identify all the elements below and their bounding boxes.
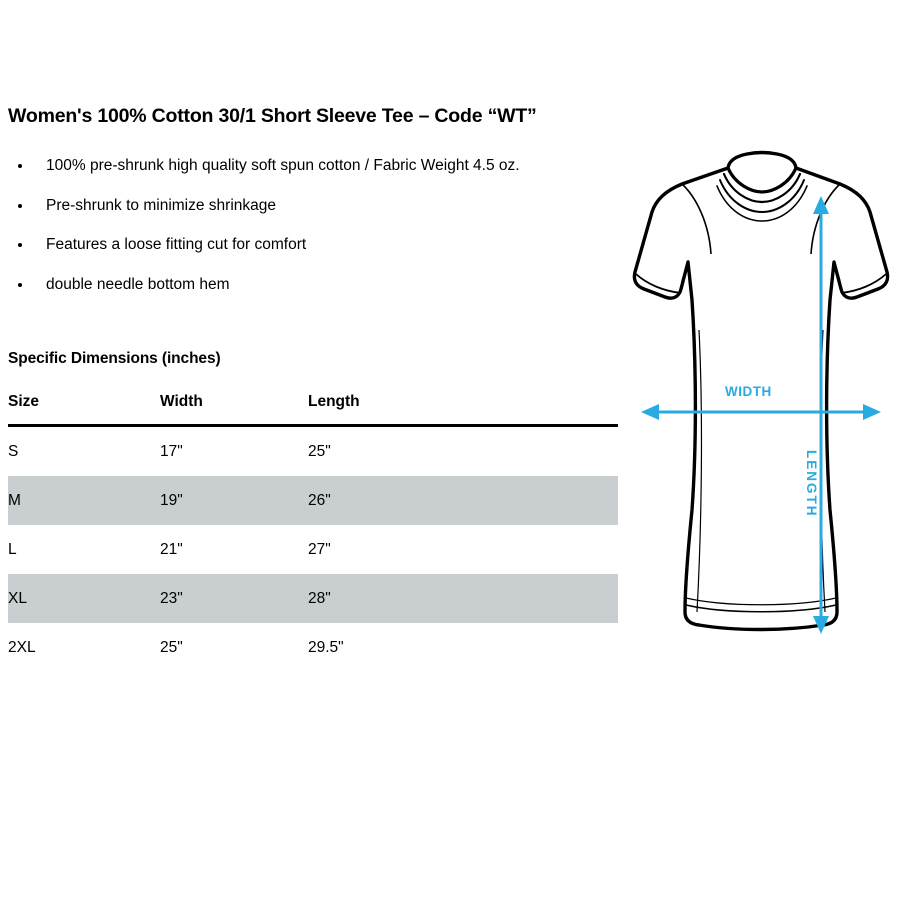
table-row bbox=[8, 623, 618, 672]
page-title: Women's 100% Cotton 30/1 Short Sleeve Tee – Code “WT” bbox=[8, 105, 537, 127]
cell-width: 23" bbox=[160, 574, 308, 623]
bullet-dot-icon bbox=[18, 164, 22, 168]
cell-length: 27" bbox=[308, 540, 331, 558]
list-item-label: double needle bottom hem bbox=[46, 275, 230, 293]
cell-size: 2XL bbox=[8, 638, 36, 656]
column-header-width: Width bbox=[160, 393, 308, 426]
cell-width: 21" bbox=[160, 540, 183, 558]
cell-size: M bbox=[8, 476, 160, 525]
column-header-length: Length bbox=[308, 393, 618, 426]
list-item bbox=[8, 277, 628, 293]
dimensions-heading: Specific Dimensions (inches) bbox=[8, 350, 221, 367]
feature-list bbox=[8, 158, 628, 292]
cell-size: XL bbox=[8, 574, 160, 623]
cell-length: 25" bbox=[308, 442, 331, 460]
list-item bbox=[8, 237, 628, 253]
cell-width: 17" bbox=[160, 442, 183, 460]
size-table bbox=[8, 393, 618, 672]
cell-length: 26" bbox=[308, 476, 618, 525]
list-item-label: 100% pre-shrunk high quality soft spun cotton / Fabric Weight 4.5 oz. bbox=[46, 157, 520, 174]
cell-width: 25" bbox=[160, 638, 183, 656]
tshirt-diagram bbox=[625, 150, 895, 670]
cell-width: 19" bbox=[160, 476, 308, 525]
bullet-dot-icon bbox=[18, 204, 22, 208]
table-row bbox=[8, 476, 618, 525]
bullet-dot-icon bbox=[18, 283, 22, 287]
bullet-dot-icon bbox=[18, 243, 22, 247]
list-item-label: Features a loose fitting cut for comfort bbox=[46, 236, 307, 253]
table-row bbox=[8, 574, 618, 623]
table-header-row bbox=[8, 393, 618, 426]
tshirt-icon bbox=[625, 150, 895, 670]
table-row bbox=[8, 525, 618, 574]
cell-size: L bbox=[8, 540, 17, 558]
cell-length: 28" bbox=[308, 574, 618, 623]
list-item bbox=[8, 198, 628, 214]
table-row bbox=[8, 426, 618, 477]
width-label: WIDTH bbox=[725, 384, 772, 399]
length-label: LENGTH bbox=[804, 450, 819, 518]
list-item bbox=[8, 158, 628, 174]
spec-column bbox=[8, 105, 628, 672]
list-item-label: Pre-shrunk to minimize shrinkage bbox=[46, 196, 277, 214]
cell-length: 29.5" bbox=[308, 638, 344, 656]
column-header-size: Size bbox=[8, 393, 160, 426]
cell-size: S bbox=[8, 442, 19, 460]
